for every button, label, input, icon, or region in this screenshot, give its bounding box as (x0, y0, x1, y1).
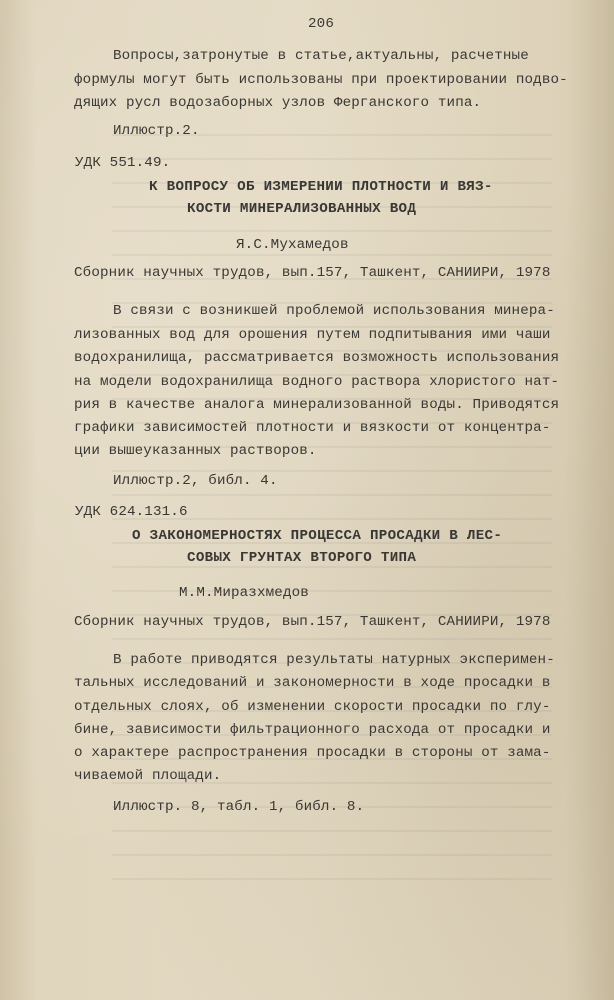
abstract-line: бине, зависимости фильтрационного расхода от просадки и (74, 722, 551, 738)
article-title-line: К ВОПРОСУ ОБ ИЗМЕРЕНИИ ПЛОТНОСТИ И ВЯЗ- (149, 179, 493, 195)
abstract-line: рия в качестве аналога минерализованной воды. Приводятся (74, 397, 560, 413)
source-citation: Сборник научных трудов, вып.157, Ташкент, САНИИРИ, 1978 (74, 265, 551, 281)
abstract-line: графики зависимостей плотности и вязкости от концентра- (74, 420, 551, 436)
abstract-note: Иллюстр. 8, табл. 1, библ. 8. (113, 799, 365, 815)
abstract-line: ции вышеуказанных растворов. (74, 443, 317, 459)
abstract-line: отдельных слоях, об изменении скорости просадки по глу- (74, 699, 551, 715)
prev-abstract-line: формулы могут быть использованы при проектировании подво- (74, 72, 568, 88)
article-title-line: О ЗАКОНОМЕРНОСТЯХ ПРОЦЕССА ПРОСАДКИ В ЛЕС- (132, 528, 503, 544)
author: Я.С.Мухамедов (236, 237, 349, 253)
udk-code: УДК 624.131.6 (75, 504, 188, 520)
abstract-line: о характере распространения просадки в стороны от зама- (74, 745, 551, 761)
udk-code: УДК 551.49. (75, 155, 171, 171)
abstract-line: водохранилища, рассматривается возможность использования (74, 350, 560, 366)
prev-abstract-line: Вопросы,затронутые в статье,актуальны, расчетные (113, 48, 529, 64)
page-number: 206 (308, 16, 334, 32)
prev-abstract-line: дящих русл водозаборных узлов Ферганского типа. (74, 95, 482, 111)
prev-abstract-note: Иллюстр.2. (113, 123, 200, 139)
abstract-line: лизованных вод для орошения путем подпитывания ими чаши (74, 327, 551, 343)
abstract-note: Иллюстр.2, библ. 4. (113, 473, 278, 489)
abstract-line: В связи с возникшей проблемой использования минера- (113, 303, 555, 319)
article-title-line: КОСТИ МИНЕРАЛИЗОВАННЫХ ВОД (187, 201, 417, 217)
article-title-line: СОВЫХ ГРУНТАХ ВТОРОГО ТИПА (187, 550, 417, 566)
abstract-line: чиваемой площади. (74, 768, 222, 784)
source-citation: Сборник научных трудов, вып.157, Ташкент, САНИИРИ, 1978 (74, 614, 551, 630)
abstract-line: В работе приводятся результаты натурных эксперимен- (113, 652, 555, 668)
abstract-line: на модели водохранилища водного раствора хлористого нат- (74, 374, 560, 390)
author: М.М.Миразхмедов (179, 585, 309, 601)
abstract-line: тальных исследований и закономерности в ходе просадки в (74, 675, 551, 691)
